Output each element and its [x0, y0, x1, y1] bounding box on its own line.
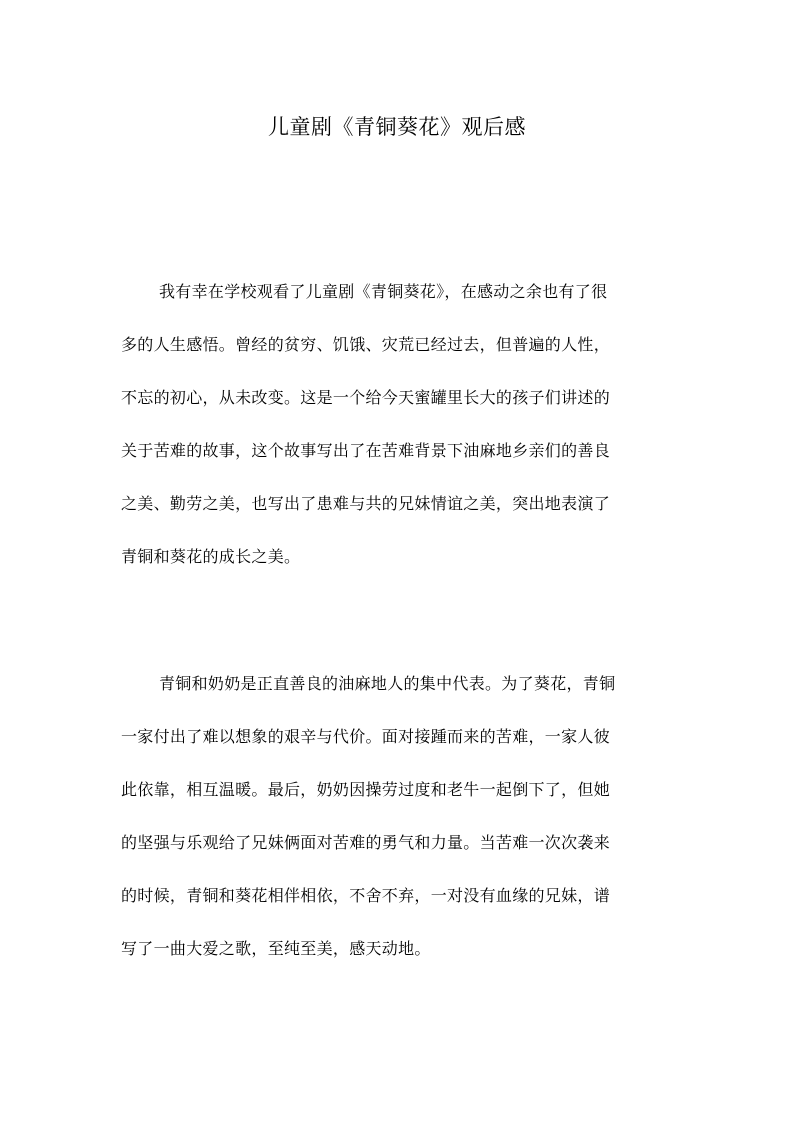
paragraph-line: 写了一曲大爱之歌，至纯至美，感天动地。 [121, 939, 431, 958]
paragraph-line: 我有幸在学校观看了儿童剧《青铜葵花》，在感动之余也有了很 [159, 282, 608, 301]
paragraph-line: 青铜和葵花的成长之美。 [121, 547, 301, 566]
paragraph-line: 的时候，青铜和葵花相伴相依，不舍不弃，一对没有血缘的兄妹，谱 [121, 886, 611, 905]
paragraph-line: 一家付出了难以想象的艰辛与代价。面对接踵而来的苦难，一家人彼 [121, 727, 611, 746]
paragraph-line: 关于苦难的故事，这个故事写出了在苦难背景下油麻地乡亲们的善良 [121, 441, 611, 460]
paragraph-2 [121, 670, 677, 988]
paragraph-line: 之美、勤劳之美，也写出了患难与共的兄妹情谊之美，突出地表演了 [121, 494, 611, 513]
document-title: 儿童剧《青铜葵花》观后感 [268, 115, 526, 139]
paragraph-1 [121, 278, 677, 596]
paragraph-line: 不忘的初心，从未改变。这是一个给今天蜜罐里长大的孩子们讲述的 [121, 388, 611, 407]
paragraph-line: 此依靠，相互温暖。最后，奶奶因操劳过度和老牛一起倒下了，但她 [121, 780, 611, 799]
paragraph-line: 的坚强与乐观给了兄妹俩面对苦难的勇气和力量。当苦难一次次袭来 [121, 833, 611, 852]
paragraph-line: 多的人生感悟。曾经的贫穷、饥饿、灾荒已经过去，但普遍的人性， [121, 335, 611, 354]
paragraph-line: 青铜和奶奶是正直善良的油麻地人的集中代表。为了葵花，青铜 [159, 674, 616, 693]
